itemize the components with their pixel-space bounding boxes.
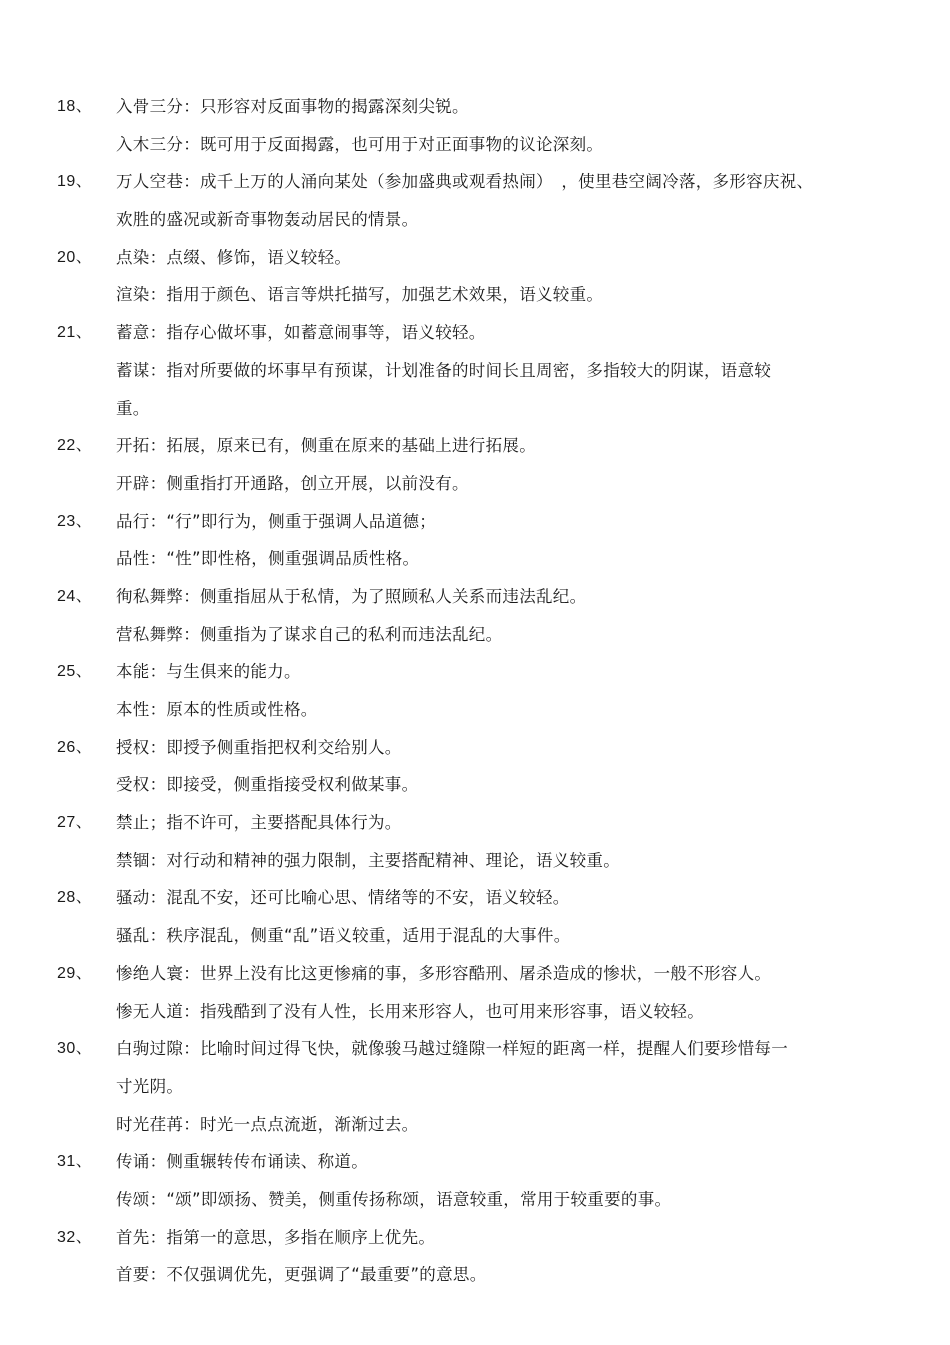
entry-text: 首要：不仅强调优先，更强调了“最重要”的意思。 xyxy=(116,1265,487,1285)
entry-item xyxy=(0,314,950,427)
entry-text: 禁锢：对行动和精神的强力限制，主要搭配精神、理论，语义较重。 xyxy=(116,850,620,870)
entry-number: 28、 xyxy=(57,889,93,907)
entry-line xyxy=(0,917,950,955)
entry-line xyxy=(0,427,950,465)
entry-item xyxy=(0,729,950,804)
entry-line xyxy=(0,1030,950,1068)
entry-text: 受权：即接受，侧重指接受权利做某事。 xyxy=(116,775,419,795)
entry-text: 入木三分：既可用于反面揭露，也可用于对正面事物的议论深刻。 xyxy=(116,134,604,154)
entry-line xyxy=(0,540,950,578)
entry-line xyxy=(0,88,950,126)
entry-text: 寸光阴。 xyxy=(116,1076,184,1096)
entry-number: 23、 xyxy=(57,512,93,530)
entry-text: 时光荏苒：时光一点点流逝，渐渐过去。 xyxy=(116,1114,419,1134)
entry-number: 29、 xyxy=(57,964,93,982)
entry-number: 27、 xyxy=(57,814,93,832)
entry-text: 品性：“性”即性格，侧重强调品质性格。 xyxy=(116,549,420,569)
entry-line xyxy=(0,691,950,729)
entry-item xyxy=(0,239,950,314)
entry-line xyxy=(0,276,950,314)
entry-text: 徇私舞弊：侧重指屈从于私情，为了照顾私人关系而违法乱纪。 xyxy=(116,586,587,606)
entry-text: 开辟：侧重指打开通路，创立开展，以前没有。 xyxy=(116,473,469,493)
entry-item xyxy=(0,503,950,578)
entry-number: 30、 xyxy=(57,1040,93,1058)
entry-line xyxy=(0,126,950,164)
entry-text: 点染：点缀、修饰，语义较轻。 xyxy=(116,247,352,267)
entry-text: 万人空巷：成千上万的人涌向某处（参加盛典或观看热闹） ，使里巷空阔冷落，多形容庆祝、 xyxy=(116,172,814,192)
entry-line xyxy=(0,729,950,767)
entry-text: 骚动：混乱不安，还可比喻心思、情绪等的不安，语义较轻。 xyxy=(116,888,570,908)
entry-line xyxy=(0,1143,950,1181)
entry-line xyxy=(0,201,950,239)
entry-number: 20、 xyxy=(57,248,93,266)
entry-line xyxy=(0,578,950,616)
entry-line xyxy=(0,1106,950,1144)
entry-text: 本性：原本的性质或性格。 xyxy=(116,700,318,719)
entry-line xyxy=(0,653,950,691)
entry-text: 渲染：指用于颜色、语言等烘托描写，加强艺术效果，语义较重。 xyxy=(116,285,604,305)
entry-line xyxy=(0,993,950,1031)
entry-text: 营私舞弊：侧重指为了谋求自己的私利而违法乱纪。 xyxy=(116,624,503,644)
entry-list xyxy=(0,88,950,1294)
entry-item xyxy=(0,163,950,238)
entry-number: 25、 xyxy=(57,663,93,681)
entry-text: 蓄意：指存心做坏事，如蓄意闹事等，语义较轻。 xyxy=(116,323,486,343)
entry-line xyxy=(0,616,950,654)
entry-text: 惨绝人寰：世界上没有比这更惨痛的事，多形容酷刑、屠杀造成的惨状，一般不形容人。 xyxy=(116,963,772,983)
entry-line xyxy=(0,503,950,541)
entry-text: 禁止；指不许可，主要搭配具体行为。 xyxy=(116,813,402,833)
entry-item xyxy=(0,955,950,1030)
entry-line xyxy=(0,1219,950,1257)
entry-text: 传颂：“颂”即颂扬、赞美，侧重传扬称颂，语意较重，常用于较重要的事。 xyxy=(116,1189,672,1209)
entry-text: 品行：“行”即行为，侧重于强调人品道德； xyxy=(116,511,437,531)
entry-line xyxy=(0,352,950,390)
entry-line xyxy=(0,239,950,277)
entry-text: 本能：与生俱来的能力。 xyxy=(116,662,301,682)
entry-text: 骚乱：秩序混乱，侧重“乱”语义较重，适用于混乱的大事件。 xyxy=(116,926,571,946)
entry-line xyxy=(0,1256,950,1294)
entry-text: 惨无人道：指残酷到了没有人性，长用来形容人，也可用来形容事，语义较轻。 xyxy=(116,1001,704,1021)
entry-text: 授权：即授予侧重指把权利交给别人。 xyxy=(116,737,402,757)
entry-text: 蓄谋：指对所要做的坏事早有预谋，计划准备的时间长且周密，多指较大的阴谋，语意较 xyxy=(116,360,772,380)
entry-line xyxy=(0,314,950,352)
entry-number: 31、 xyxy=(57,1153,93,1171)
entry-line xyxy=(0,879,950,917)
entry-item xyxy=(0,653,950,728)
entry-item xyxy=(0,88,950,163)
entry-text: 重。 xyxy=(116,398,150,418)
entry-line xyxy=(0,163,950,201)
entry-line xyxy=(0,465,950,503)
entry-number: 19、 xyxy=(57,173,93,191)
entry-text: 白驹过隙：比喻时间过得飞快，就像骏马越过缝隙一样短的距离一样，提醒人们要珍惜每一 xyxy=(116,1039,788,1059)
entry-text: 传诵：侧重辗转传布诵读、称道。 xyxy=(116,1152,368,1172)
entry-text: 开拓：拓展，原来已有，侧重在原来的基础上进行拓展。 xyxy=(116,436,536,456)
entry-line xyxy=(0,804,950,842)
entry-item xyxy=(0,578,950,653)
entry-line xyxy=(0,1181,950,1219)
entry-text: 欢胜的盛况或新奇事物轰动居民的情景。 xyxy=(116,210,419,230)
entry-number: 26、 xyxy=(57,738,93,756)
entry-number: 18、 xyxy=(57,98,93,115)
entry-number: 24、 xyxy=(57,587,93,605)
entry-line xyxy=(0,1068,950,1106)
entry-item xyxy=(0,427,950,502)
entry-number: 21、 xyxy=(57,324,93,342)
entry-number: 22、 xyxy=(57,437,93,455)
entry-line xyxy=(0,766,950,804)
entry-item xyxy=(0,879,950,954)
entry-line xyxy=(0,955,950,993)
entry-item xyxy=(0,1219,950,1294)
entry-line xyxy=(0,842,950,880)
entry-text: 首先：指第一的意思，多指在顺序上优先。 xyxy=(116,1227,436,1247)
entry-number: 32、 xyxy=(57,1228,93,1246)
entry-item xyxy=(0,1143,950,1218)
entry-text: 入骨三分：只形容对反面事物的揭露深刻尖锐。 xyxy=(116,97,469,116)
entry-item xyxy=(0,804,950,879)
entry-line xyxy=(0,390,950,428)
entry-item xyxy=(0,1030,950,1143)
